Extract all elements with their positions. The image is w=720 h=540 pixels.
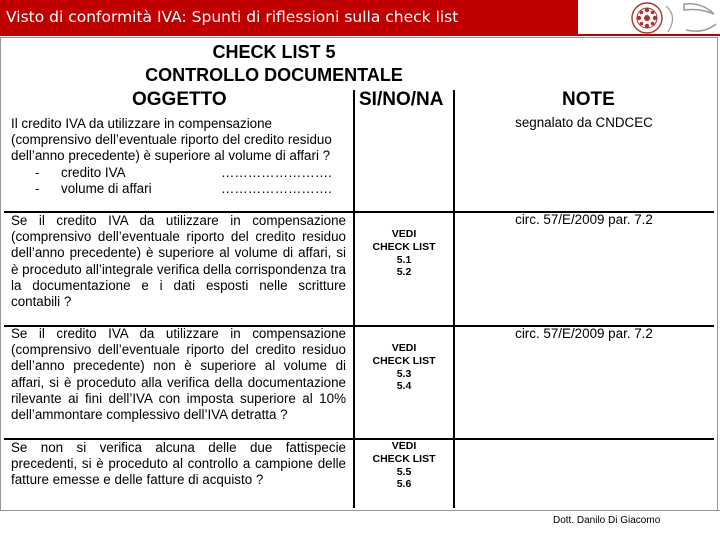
- checklist-document: [4, 38, 714, 509]
- table-row: [11, 116, 343, 197]
- column-header-note: NOTE: [562, 89, 615, 110]
- si-no-na-reference: VEDI CHECK LIST 5.1 5.2: [372, 228, 436, 279]
- si-no-na-reference: VEDI CHECK LIST 5.3 5.4: [372, 342, 436, 393]
- note-text: segnalato da CNDCEC: [515, 115, 653, 130]
- slide-title: Visto di conformità IVA: Spunti di riflessioni sulla check list: [6, 8, 459, 26]
- list-item: - volume di affari …………………….: [35, 180, 332, 196]
- oggetto-text: Se il credito IVA da utilizzare in compensazione (comprensivo dell’eventuale riporto del credito residuo dell’anno precedente) non è superiore al volume di affari, si è proceduto alla verifica della documentazione rilevante ai fini dell’IVA con imposta superiore al 10% dell’ammontare complessivo dell’IVA detratta ?: [11, 326, 346, 423]
- note-text: circ. 57/E/2009 par. 7.2: [515, 326, 653, 341]
- column-divider: [453, 90, 455, 508]
- oggetto-text: Se non si verifica alcuna delle due fattispecie precedenti, si è proceduto al controllo a campione delle fatture emesse e delle fatture di acquisto ?: [11, 440, 346, 488]
- footer-divider: [510, 510, 720, 511]
- document-title: CHECK LIST 5: [212, 42, 336, 62]
- column-header-si-no-na: SI/NO/NA: [359, 89, 444, 110]
- column-divider: [353, 90, 355, 508]
- logo-emblem-icon: [622, 0, 720, 38]
- column-header-oggetto: OGGETTO: [132, 89, 227, 110]
- document-subtitle: CONTROLLO DOCUMENTALE: [145, 65, 403, 85]
- si-no-na-reference: VEDI CHECK LIST 5.5 5.6: [372, 440, 436, 491]
- title-bar: [0, 0, 578, 36]
- footer-author: Dott. Danilo Di Giacomo: [553, 515, 661, 526]
- oggetto-text: Il credito IVA da utilizzare in compensazione (comprensivo dell’eventuale riporto del credito residuo dell’anno precedente) è superiore al volume di affari ?: [11, 116, 332, 164]
- note-text: circ. 57/E/2009 par. 7.2: [515, 212, 653, 227]
- oggetto-text: Se il credito IVA da utilizzare in compensazione (comprensivo dell’eventuale riporto del credito residuo dell’anno precedente) è superiore al volume di affari, si è proceduto all’integrale verifica della corrispondenza tra la documentazione e i dati esposti nelle scritture contabili ?: [11, 213, 346, 310]
- list-item: - credito IVA …………………….: [35, 164, 332, 180]
